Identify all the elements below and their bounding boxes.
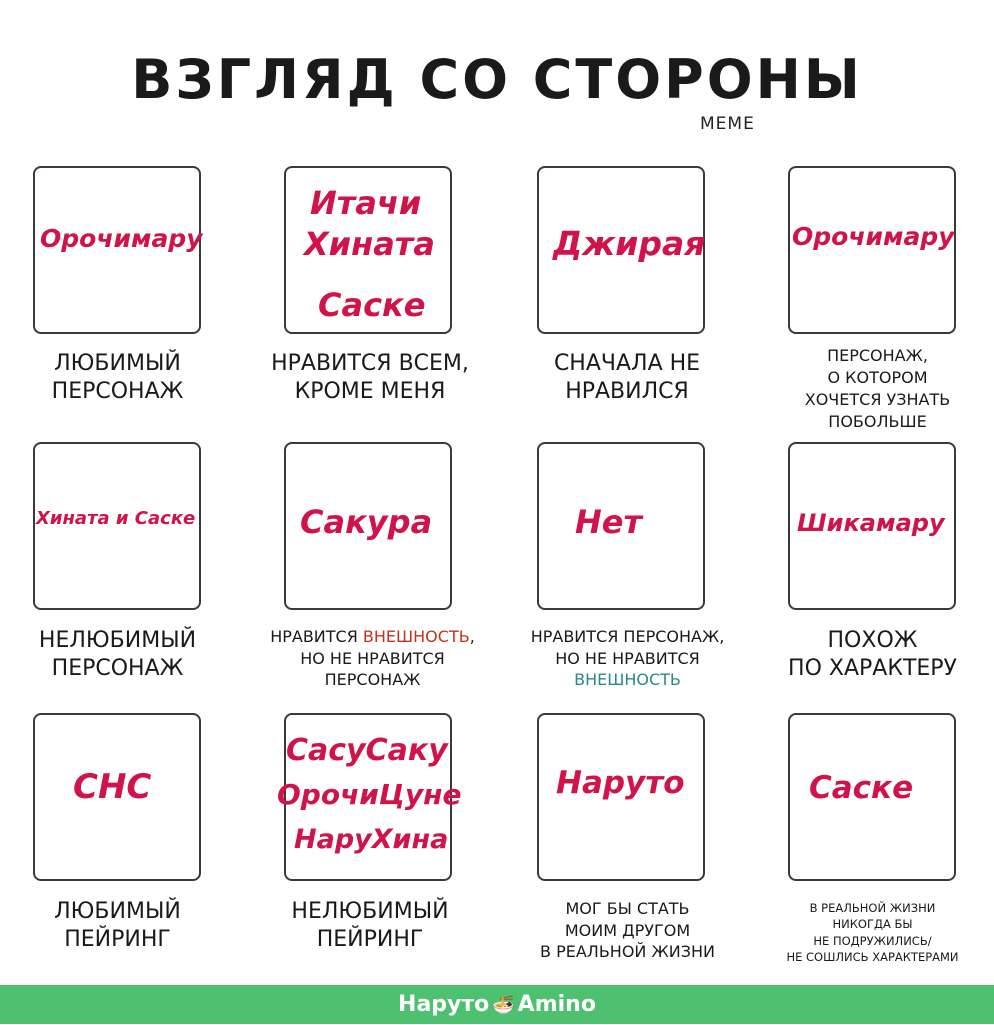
cell-caption: ЛЮБИМЫЙ ПЕЙРИНГ: [54, 899, 181, 952]
cell-caption: ПОХОЖ ПО ХАРАКТЕРУ: [788, 628, 957, 681]
ramen-bowl-icon: 🍜: [492, 995, 515, 1016]
footer-bar[interactable]: [0, 985, 994, 1024]
cell-caption: НРАВИТСЯ ВНЕШНОСТЬ, НО НЕ НРАВИТСЯ ПЕРСОНАЖ: [270, 627, 475, 690]
cell-answer: Орочимару: [792, 222, 955, 251]
cell-answer: НаруХина: [294, 824, 449, 855]
cell-answer: Джирая: [553, 224, 706, 263]
cell-answer: Итачи: [310, 184, 422, 222]
cell-caption: НРАВИТСЯ ВСЕМ, КРОМЕ МЕНЯ: [271, 351, 469, 404]
cell-answer: Шикамару: [797, 509, 945, 537]
footer-community-name: Наруто: [398, 992, 490, 1017]
cell-answer: Наруто: [556, 765, 685, 801]
cell-caption: НЕЛЮБИМЫЙ ПЕРСОНАЖ: [38, 628, 197, 681]
cell-answer: Хината: [304, 225, 435, 263]
cell-answer: Нет: [575, 503, 643, 541]
cell-answer: ОрочиЦуне: [277, 778, 462, 811]
cell-caption: ПЕРСОНАЖ, О КОТОРОМ ХОЧЕТСЯ УЗНАТЬ ПОБОЛЬШЕ: [804, 346, 951, 432]
cell-answer: Орочимару: [40, 224, 203, 253]
cell-answer: Сакура: [300, 503, 433, 541]
cell-caption: В РЕАЛЬНОЙ ЖИЗНИ НИКОГДА БЫ НЕ ПОДРУЖИЛИСЬ/ НЕ СОШЛИСЬ ХАРАКТЕРАМИ: [786, 901, 959, 964]
footer-brand: Amino: [517, 992, 596, 1017]
cell-answer: СасуСаку: [286, 733, 448, 768]
cell-answer: Хината и Саске: [36, 508, 196, 529]
cell-caption: НЕЛЮБИМЫЙ ПЕЙРИНГ: [291, 899, 449, 952]
cell-answer: СНС: [73, 767, 152, 807]
page-subtitle: МЕМЕ: [700, 114, 755, 134]
cell-caption: МОГ БЫ СТАТЬ МОИМ ДРУГОМ В РЕАЛЬНОЙ ЖИЗНИ: [540, 899, 715, 962]
cell-answer: Саске: [809, 770, 914, 806]
cell-caption: ЛЮБИМЫЙ ПЕРСОНАЖ: [51, 351, 184, 404]
page-title: ВЗГЛЯД СО СТОРОНЫ: [131, 48, 863, 111]
cell-caption: НРАВИТСЯ ПЕРСОНАЖ, НО НЕ НРАВИТСЯ ВНЕШНОСТЬ: [530, 627, 725, 690]
cell-answer: Саске: [318, 286, 426, 324]
cell-caption: СНАЧАЛА НЕ НРАВИЛСЯ: [553, 351, 701, 404]
